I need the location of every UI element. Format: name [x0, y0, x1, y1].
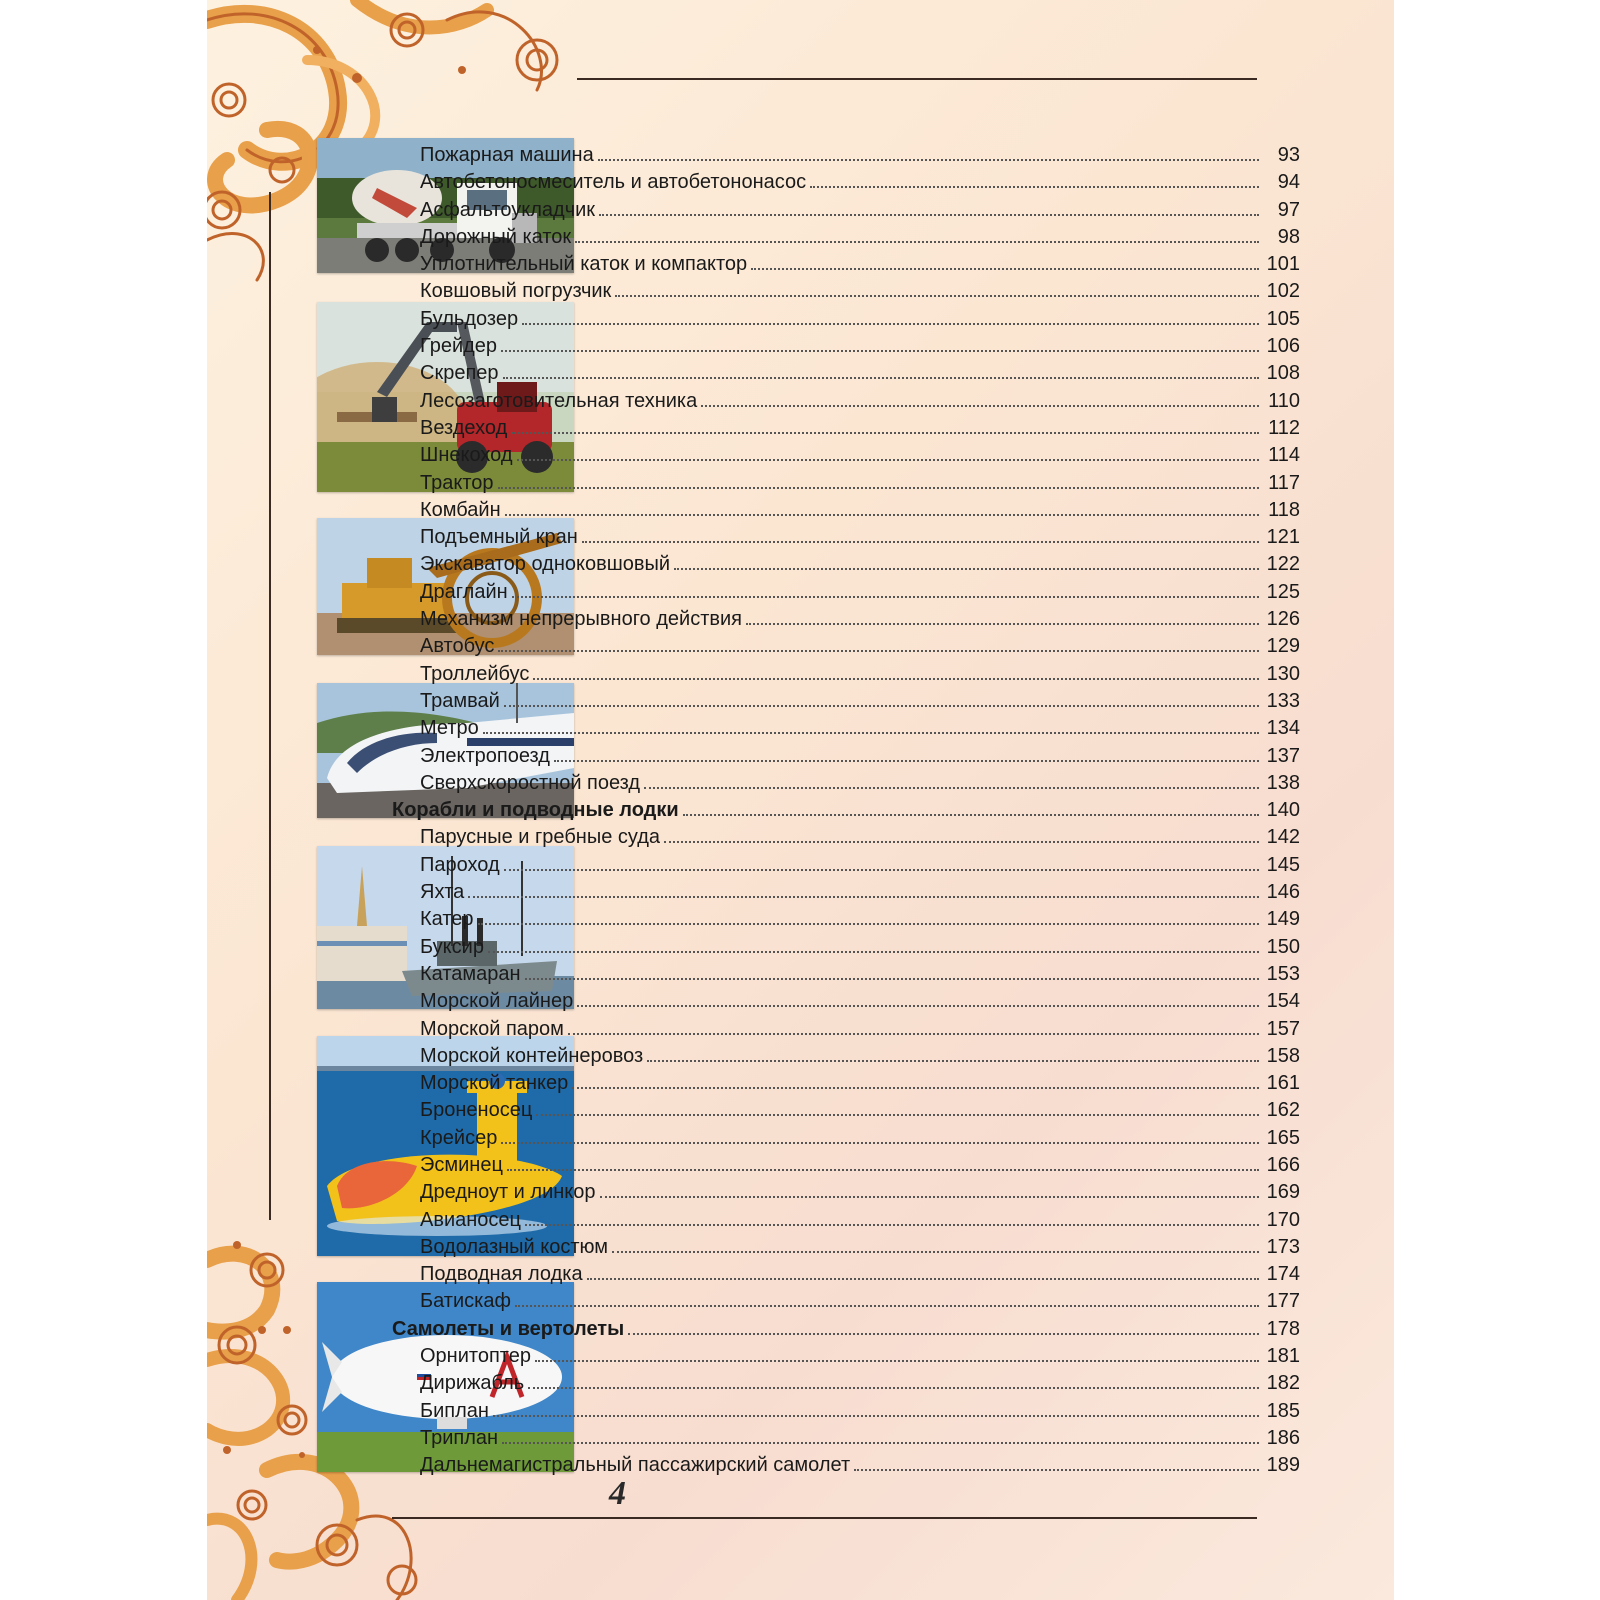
- toc-page-number: 105: [1266, 307, 1300, 330]
- toc-page-number: 138: [1266, 771, 1300, 794]
- toc-page-number: 126: [1266, 608, 1300, 631]
- toc-page-number: 177: [1266, 1290, 1300, 1313]
- dot-leader: [854, 1469, 1259, 1471]
- toc-item-row[interactable]: [420, 936, 1300, 963]
- toc-entry-title: Автобус: [420, 635, 495, 658]
- toc-entry-title: Батискаф: [420, 1290, 511, 1313]
- toc-entry-title: Метро: [420, 717, 479, 740]
- toc-page-number: 117: [1268, 471, 1300, 494]
- dot-leader: [525, 1224, 1259, 1226]
- dot-leader: [535, 1360, 1259, 1362]
- dot-leader: [501, 1142, 1259, 1144]
- dot-leader: [644, 787, 1259, 789]
- toc-page-number: 140: [1266, 799, 1300, 822]
- toc-page-number: 94: [1277, 171, 1300, 194]
- toc-entry-title: Пароход: [420, 853, 500, 876]
- toc-entry-title: Механизм непрерывного действия: [420, 608, 742, 631]
- dot-leader: [582, 541, 1259, 543]
- toc-item-row[interactable]: [420, 1209, 1300, 1236]
- bottom-rule: [392, 1517, 1257, 1519]
- toc-entry-title: Драглайн: [420, 580, 508, 603]
- dot-leader: [664, 841, 1259, 843]
- dot-leader: [577, 1005, 1259, 1007]
- toc-item-row[interactable]: [420, 581, 1300, 608]
- dot-leader: [683, 814, 1259, 816]
- toc-item-row[interactable]: [420, 444, 1300, 471]
- toc-item-row[interactable]: [420, 881, 1300, 908]
- toc-entry-title: Трамвай: [420, 689, 500, 712]
- toc-page-number: 125: [1266, 580, 1300, 603]
- toc-section-row[interactable]: [392, 799, 1300, 826]
- toc-page-number: 162: [1266, 1099, 1300, 1122]
- toc-page-number: 185: [1266, 1399, 1300, 1422]
- toc-entry-title: Скрепер: [420, 362, 499, 385]
- toc-entry-title: Яхта: [420, 881, 465, 904]
- toc-page-number: 121: [1266, 526, 1300, 549]
- toc-entry-title: Экскаватор одноковшовый: [420, 553, 671, 576]
- toc-item-row[interactable]: [420, 745, 1300, 772]
- toc-page-number: 161: [1266, 1072, 1300, 1095]
- toc-item-row[interactable]: [420, 1154, 1300, 1181]
- page-number: 4: [609, 1475, 626, 1512]
- toc-entry-title: Дирижабль: [420, 1372, 525, 1395]
- toc-page-number: 142: [1266, 826, 1300, 849]
- toc-page-number: 186: [1266, 1426, 1300, 1449]
- toc-page-number: 149: [1266, 908, 1300, 931]
- dot-leader: [533, 678, 1259, 680]
- toc-page-number: 157: [1266, 1017, 1300, 1040]
- toc-item-row[interactable]: [420, 335, 1300, 362]
- toc-page-number: 134: [1266, 717, 1300, 740]
- toc-entry-title: Троллейбус: [420, 662, 530, 685]
- toc-entry-title: Морской лайнер: [420, 990, 574, 1013]
- toc-entry-title: Биплан: [420, 1399, 489, 1422]
- toc-item-row[interactable]: [420, 1072, 1300, 1099]
- dot-leader: [503, 377, 1259, 379]
- top-rule: [577, 78, 1257, 80]
- dot-leader: [525, 978, 1259, 980]
- toc-item-row[interactable]: [420, 826, 1300, 853]
- toc-entry-title: Вездеход: [420, 416, 508, 439]
- toc-page-number: 98: [1277, 225, 1300, 248]
- toc-entry-title: Подводная лодка: [420, 1263, 583, 1286]
- toc-page-number: 145: [1266, 853, 1300, 876]
- toc-item-row[interactable]: [420, 1290, 1300, 1317]
- toc-item-row[interactable]: [420, 1400, 1300, 1427]
- toc-item-row[interactable]: [420, 280, 1300, 307]
- dot-leader: [507, 1169, 1259, 1171]
- toc-item-row[interactable]: [420, 1181, 1300, 1208]
- dot-leader: [536, 1114, 1259, 1116]
- dot-leader: [674, 568, 1259, 570]
- toc-page-number: 153: [1266, 962, 1300, 985]
- toc-item-row[interactable]: [420, 772, 1300, 799]
- toc-entry-title: Катер: [420, 908, 474, 931]
- toc-entry-title: Морской контейнеровоз: [420, 1044, 644, 1067]
- dot-leader: [488, 951, 1259, 953]
- toc-page-number: 133: [1266, 689, 1300, 712]
- dot-leader: [528, 1387, 1259, 1389]
- toc-item-row[interactable]: [420, 663, 1300, 690]
- toc-item-row[interactable]: [420, 1018, 1300, 1045]
- toc-entry-title: Пожарная машина: [420, 144, 594, 166]
- toc-page-number: 122: [1266, 553, 1300, 576]
- toc-entry-title: Авианосец: [420, 1208, 522, 1231]
- dot-leader: [615, 295, 1259, 297]
- toc-entry-title: Асфальтоукладчик: [420, 198, 596, 221]
- toc-item-row[interactable]: [420, 1099, 1300, 1126]
- toc-entry-title: Сверхскоростной поезд: [420, 771, 641, 794]
- dot-leader: [493, 1415, 1259, 1417]
- toc-item-row[interactable]: [420, 417, 1300, 444]
- toc-item-row[interactable]: [420, 1127, 1300, 1154]
- toc-entry-title: Трактор: [420, 471, 494, 494]
- toc-entry-title: Дредноут и линкор: [420, 1181, 596, 1204]
- toc-entry-title: Лесозаготовительная техника: [420, 389, 698, 412]
- toc-item-row[interactable]: [420, 526, 1300, 553]
- toc-entry-title: Бульдозер: [420, 307, 519, 330]
- toc-entry-title: Комбайн: [420, 498, 501, 521]
- toc-item-row[interactable]: [420, 308, 1300, 335]
- dot-leader: [483, 732, 1259, 734]
- toc-page-number: 114: [1268, 444, 1300, 467]
- dot-leader: [505, 514, 1259, 516]
- toc-page-number: 93: [1277, 144, 1300, 166]
- toc-entry-title: Ковшовый погрузчик: [420, 280, 612, 303]
- toc-section-row[interactable]: [392, 1318, 1300, 1345]
- dot-leader: [478, 923, 1259, 925]
- toc-item-row[interactable]: [420, 144, 1300, 171]
- toc-item-row[interactable]: [420, 1454, 1300, 1481]
- toc-item-row[interactable]: [420, 963, 1300, 990]
- toc-item-row[interactable]: [420, 199, 1300, 226]
- dot-leader: [810, 186, 1259, 188]
- toc-page-number: 173: [1266, 1235, 1300, 1258]
- toc-page-number: 102: [1266, 280, 1300, 303]
- toc-entry-title: Морской танкер: [420, 1072, 569, 1095]
- toc-item-row[interactable]: [420, 390, 1300, 417]
- toc-item-row[interactable]: [420, 608, 1300, 635]
- toc-entry-title: Эсминец: [420, 1153, 503, 1176]
- toc-page-number: 112: [1268, 416, 1300, 439]
- toc-item-row[interactable]: [420, 1045, 1300, 1072]
- toc-page-number: 146: [1266, 881, 1300, 904]
- dot-leader: [468, 896, 1259, 898]
- dot-leader: [746, 623, 1259, 625]
- toc-page-number: 170: [1266, 1208, 1300, 1231]
- toc-item-row[interactable]: [420, 1236, 1300, 1263]
- toc-entry-title: Самолеты и вертолеты: [392, 1317, 625, 1340]
- dot-leader: [647, 1060, 1259, 1062]
- toc-entry-title: Уплотнительный каток и компактор: [420, 253, 748, 276]
- toc-item-row[interactable]: [420, 226, 1300, 253]
- toc-entry-title: Дальнемагистральный пассажирский самолет: [420, 1454, 851, 1477]
- toc-page-number: 150: [1266, 935, 1300, 958]
- toc-entry-title: Буксир: [420, 935, 484, 958]
- toc-entry-title: Подъемный кран: [420, 526, 578, 549]
- dot-leader: [572, 1087, 1259, 1089]
- toc-item-row[interactable]: [420, 635, 1300, 662]
- dot-leader: [515, 1305, 1259, 1307]
- toc-page-number: 110: [1268, 389, 1300, 412]
- dot-leader: [568, 1033, 1259, 1035]
- toc-entry-title: Корабли и подводные лодки: [392, 799, 679, 822]
- toc-page-number: 118: [1268, 498, 1300, 521]
- toc-entry-title: Водолазный костюм: [420, 1235, 609, 1258]
- toc-page-number: 154: [1266, 990, 1300, 1013]
- table-of-contents: [392, 144, 1300, 1482]
- dot-leader: [598, 159, 1259, 161]
- toc-item-row[interactable]: [420, 553, 1300, 580]
- dot-leader: [504, 705, 1259, 707]
- toc-item-row[interactable]: [420, 990, 1300, 1017]
- toc-item-row[interactable]: [420, 717, 1300, 744]
- toc-page-number: 181: [1266, 1345, 1300, 1368]
- toc-page-number: 178: [1266, 1317, 1300, 1340]
- toc-entry-title: Крейсер: [420, 1126, 498, 1149]
- toc-entry-title: Электропоезд: [420, 744, 550, 767]
- toc-item-row[interactable]: [420, 908, 1300, 935]
- toc-page-number: 182: [1266, 1372, 1300, 1395]
- toc-page-number: 165: [1266, 1126, 1300, 1149]
- dot-leader: [554, 760, 1259, 762]
- dot-leader: [502, 1442, 1259, 1444]
- left-vertical-rule: [269, 192, 271, 1220]
- dot-leader: [587, 1278, 1259, 1280]
- toc-item-row[interactable]: [420, 499, 1300, 526]
- toc-entry-title: Триплан: [420, 1426, 499, 1449]
- toc-page-number: 129: [1266, 635, 1300, 658]
- toc-item-row[interactable]: [420, 472, 1300, 499]
- dot-leader: [504, 869, 1259, 871]
- toc-page-number: 130: [1266, 662, 1300, 685]
- toc-item-row[interactable]: [420, 171, 1300, 198]
- dot-leader: [522, 323, 1259, 325]
- dot-leader: [498, 650, 1259, 652]
- dot-leader: [498, 487, 1260, 489]
- dot-leader: [701, 405, 1259, 407]
- dot-leader: [751, 268, 1259, 270]
- toc-page-number: 174: [1266, 1263, 1300, 1286]
- toc-entry-title: Парусные и гребные суда: [420, 826, 660, 849]
- dot-leader: [600, 1196, 1259, 1198]
- toc-item-row[interactable]: [420, 1345, 1300, 1372]
- toc-page-number: 106: [1266, 335, 1300, 358]
- toc-item-row[interactable]: [420, 854, 1300, 881]
- toc-entry-title: Дорожный каток: [420, 225, 572, 248]
- dot-leader: [517, 459, 1260, 461]
- dot-leader: [501, 350, 1259, 352]
- toc-entry-title: Орнитоптер: [420, 1345, 531, 1368]
- toc-item-row[interactable]: [420, 362, 1300, 389]
- toc-entry-title: Морской паром: [420, 1017, 564, 1040]
- toc-page-number: 189: [1266, 1454, 1300, 1477]
- toc-item-row[interactable]: [420, 690, 1300, 717]
- dot-leader: [575, 241, 1259, 243]
- toc-page-number: 158: [1266, 1044, 1300, 1067]
- toc-page-number: 108: [1266, 362, 1300, 385]
- toc-page-number: 169: [1266, 1181, 1300, 1204]
- toc-item-row[interactable]: [420, 1427, 1300, 1454]
- toc-entry-title: Грейдер: [420, 335, 498, 358]
- dot-leader: [612, 1251, 1259, 1253]
- toc-entry-title: Броненосец: [420, 1099, 533, 1122]
- toc-page-number: 166: [1266, 1153, 1300, 1176]
- toc-page-number: 101: [1266, 253, 1300, 276]
- toc-item-row[interactable]: [420, 253, 1300, 280]
- dot-leader: [599, 214, 1259, 216]
- toc-item-row[interactable]: [420, 1263, 1300, 1290]
- toc-entry-title: Шнекоход: [420, 444, 513, 467]
- dot-leader: [628, 1333, 1259, 1335]
- toc-page-number: 137: [1266, 744, 1300, 767]
- toc-page-number: 97: [1277, 198, 1300, 221]
- toc-item-row[interactable]: [420, 1372, 1300, 1399]
- dot-leader: [511, 432, 1259, 434]
- dot-leader: [512, 596, 1259, 598]
- toc-entry-title: Катамаран: [420, 962, 521, 985]
- toc-entry-title: Автобетоносмеситель и автобетононасос: [420, 171, 807, 194]
